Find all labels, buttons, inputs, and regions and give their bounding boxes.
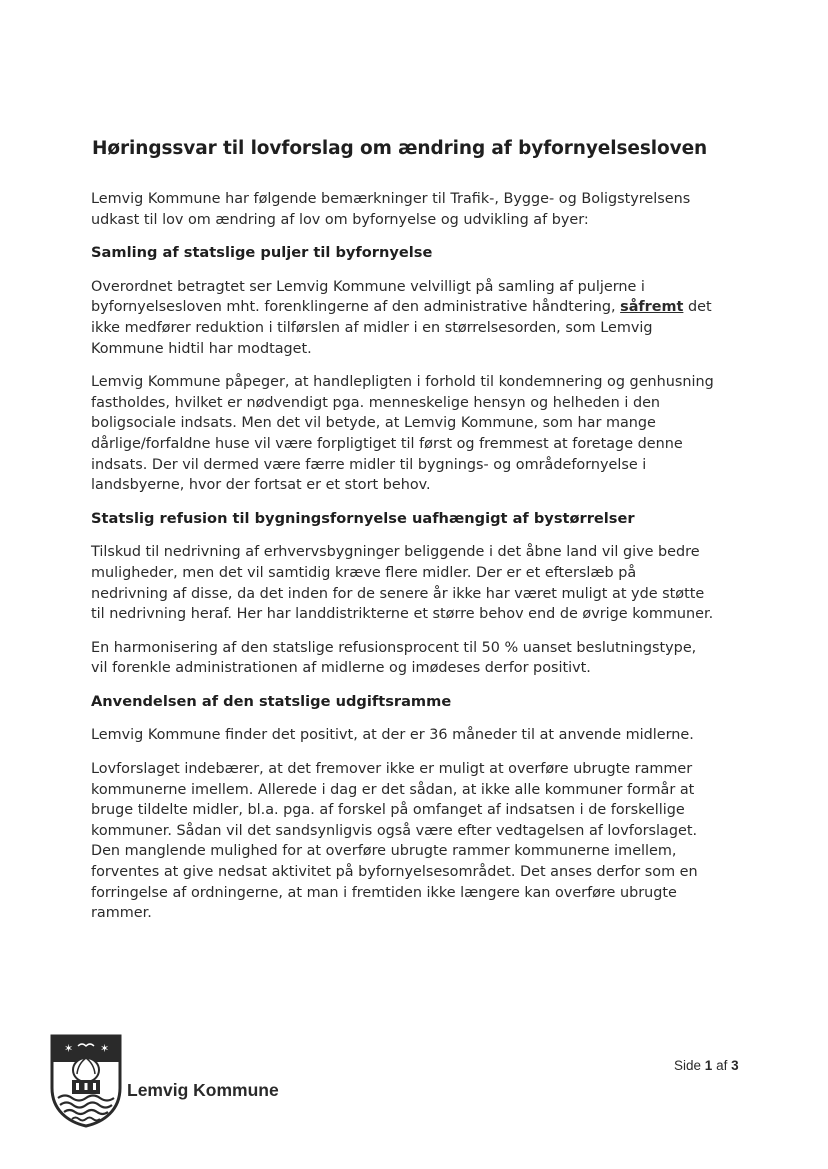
svg-text:✶: ✶ [100, 1042, 110, 1055]
section2-paragraph-2 [91, 638, 791, 679]
paragraph-line: til nedrivning heraf. Her har landdistrikterne et større behov end de øvrige kommuner. [91, 606, 714, 623]
paragraph-line: kommuner. Sådan vil det sandsynligvis også være efter vedtagelsen af lovforslaget. [91, 822, 698, 839]
paragraph-line: vil forenkle administrationen af midlerne og imødeses derfor positivt. [91, 660, 591, 677]
lemvig-coat-of-arms-icon [48, 1032, 124, 1128]
paragraph-line: fastholdes, hvilket er nødvendigt pga. menneskelige hensyn og helheden i den [91, 394, 661, 411]
paragraph-line: dårlige/forfaldne huse vil være forpligtiget til først og fremmest at foretage denne [91, 435, 683, 452]
paragraph-line: ikke medfører reduktion i tilførslen af midler i en størrelsesorden, som Lemvig [91, 319, 653, 336]
paragraph-line: landsbyerne, hvor der fortsat er et stort behov. [91, 477, 431, 494]
section-heading-udgiftsramme: Anvendelsen af den statslige udgiftsramme [91, 692, 452, 710]
page-title: Høringssvar til lovforslag om ændring af byfornyelsesloven [92, 138, 708, 159]
paragraph-line: Lemvig Kommune påpeger, at handlepligten i forhold til kondemnering og genhusning [91, 374, 714, 391]
paragraph-line: kommunerne imellem. Allerede i dag er det sådan, at ikke alle kommuner formår at [91, 781, 695, 798]
paragraph-line: nedrivning af disse, da det inden for de senere år ikke har været muligt at yde støtte [91, 585, 705, 602]
paragraph-line: Lemvig Kommune finder det positivt, at der er 36 måneder til at anvende midlerne. [91, 727, 694, 744]
intro-line: udkast til lov om ændring af lov om byfornyelse og udvikling af byer: [91, 211, 589, 228]
paragraph-line: Den manglende mulighed for at overføre ubrugte rammer kommunerne imellem, [91, 843, 677, 860]
paragraph-line [91, 297, 791, 318]
section1-paragraph-1 [91, 277, 791, 359]
paragraph-line: En harmonisering af den statslige refusionsprocent til 50 % uanset beslutningstype, [91, 639, 697, 656]
page-of-label: af [716, 1058, 728, 1073]
page-total: 3 [731, 1058, 739, 1073]
section3-paragraph-1 [91, 725, 791, 746]
section2-paragraph-1 [91, 542, 791, 624]
page-number [674, 1058, 739, 1073]
page-label: Side [674, 1058, 702, 1073]
paragraph-line: Kommune hidtil har modtaget. [91, 340, 312, 357]
paragraph-text: byfornyelsesloven mht. forenklingerne af den administrative håndtering, [91, 299, 621, 316]
paragraph-line: forringelse af ordningerne, at man i fremtiden ikke længere kan overføre ubrugte [91, 884, 677, 901]
section3-paragraph-2 [91, 759, 791, 924]
paragraph-line: forventes at give nedsat aktivitet på byfornyelsesområdet. Det anses derfor som en [91, 864, 698, 881]
paragraph-line: rammer. [91, 905, 152, 922]
paragraph-line: Overordnet betragtet ser Lemvig Kommune velvilligt på samling af puljerne i [91, 278, 645, 295]
section-heading-refusion: Statslig refusion til bygningsfornyelse uafhængigt af bystørrelser [91, 509, 635, 527]
paragraph-line: boligsociale indsats. Men det vil betyde, at Lemvig Kommune, som har mange [91, 415, 656, 432]
intro-line: Lemvig Kommune har følgende bemærkninger til Trafik-, Bygge- og Boligstyrelsens [91, 191, 691, 207]
svg-text:✶: ✶ [64, 1042, 74, 1055]
paragraph-line: bruge tildelte midler, bl.a. pga. af forskel på omfanget af indsatsen i de forskellige [91, 802, 685, 819]
section1-paragraph-2 [91, 372, 791, 496]
organization-name: Lemvig Kommune [127, 1080, 279, 1100]
paragraph-line: Tilskud til nedrivning af erhvervsbygninger beliggende i det åbne land vil give bedre [91, 544, 700, 561]
intro-paragraph [91, 189, 791, 230]
paragraph-line: Lovforslaget indebærer, at det fremover ikke er muligt at overføre ubrugte rammer [91, 761, 693, 778]
document-body [91, 189, 791, 937]
paragraph-line: muligheder, men det vil samtidig kræve flere midler. Der er et efterslæb på [91, 564, 637, 581]
section-heading-samling: Samling af statslige puljer til byfornyelse [91, 244, 433, 262]
emphasized-word: såfremt [620, 299, 684, 316]
paragraph-text: det [683, 299, 712, 316]
paragraph-line: indsats. Der vil dermed være færre midler til bygnings- og områdefornyelse i [91, 456, 647, 473]
page-current: 1 [704, 1058, 713, 1073]
